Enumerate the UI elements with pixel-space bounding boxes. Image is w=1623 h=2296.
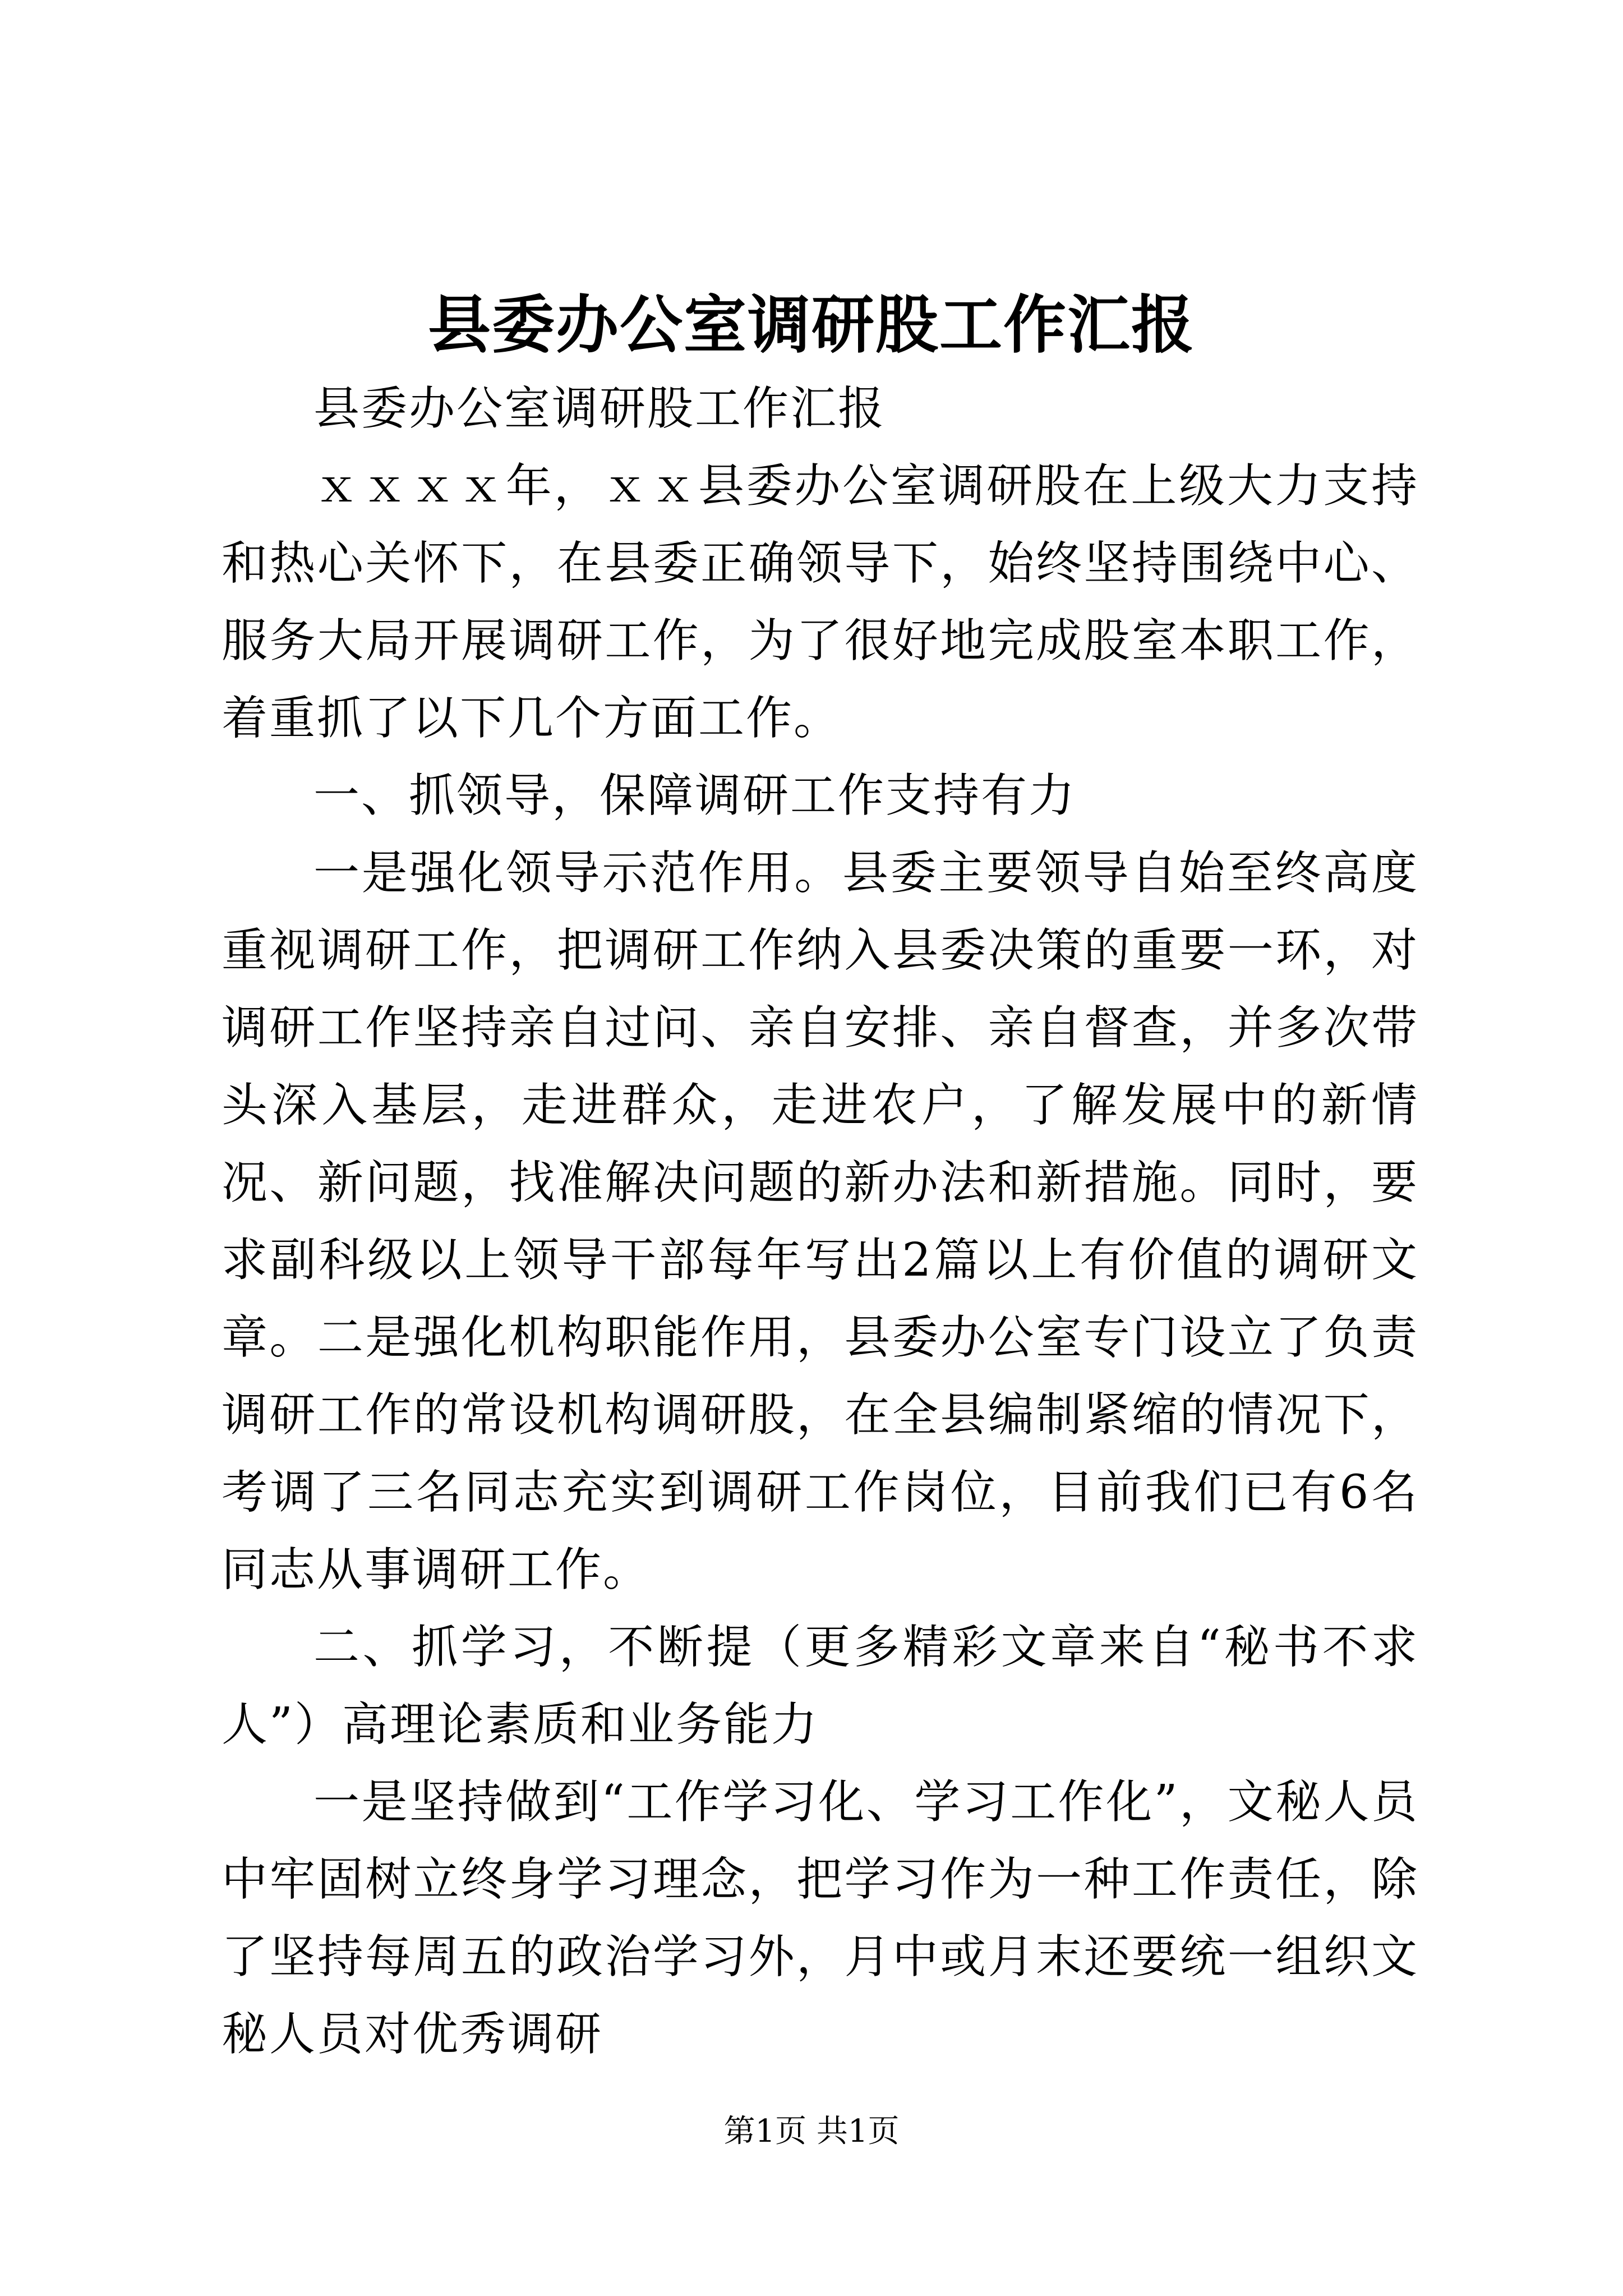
document-body [222, 370, 1419, 2073]
section-heading-2: 二、抓学习，不断提（更多精彩文章来自“秘书不求人”）高理论素质和业务能力 [222, 1621, 1419, 1751]
paragraph-section-2: 一是坚持做到“工作学习化、学习工作化”，文秘人员中牢固树立终身学习理念，把学习作为一种工作责任，除了坚持每周五的政治学习外，月中或月末还要统一组织文秘人员对优秀调研 [222, 1775, 1419, 2061]
section-heading-1: 一、抓领导，保障调研工作支持有力 [313, 769, 1077, 822]
paragraph-subtitle: 县委办公室调研股工作汇报 [313, 382, 886, 435]
document-title: 县委办公室调研股工作汇报 [428, 288, 1195, 362]
paragraph-section-1: 一是强化领导示范作用。县委主要领导自始至终高度重视调研工作，把调研工作纳入县委决策的重要一环，对调研工作坚持亲自过问、亲自安排、亲自督查，并多次带头深入基层，走进群众，走进农户，了解发展中的新情况、新问题，找准解决问题的新办法和新措施。同时，要求副科级以上领导干部每年写出2篇以上有价值的调研文章。二是强化机构职能作用，县委办公室专门设立了负责调研工作的常设机构调研股，在全县编制紧缩的情况下，考调了三名同志充实到调研工作岗位，目前我们已有6名同志从事调研工作。 [222, 846, 1419, 1596]
page-footer: 第1页 共1页 [723, 2113, 900, 2150]
paragraph-intro: ｘｘｘｘ年，ｘｘ县委办公室调研股在上级大力支持和热心关怀下，在县委正确领导下，始终坚持围绕中心、服务大局开展调研工作，为了很好地完成股室本职工作，着重抓了以下几个方面工作。 [222, 459, 1419, 745]
